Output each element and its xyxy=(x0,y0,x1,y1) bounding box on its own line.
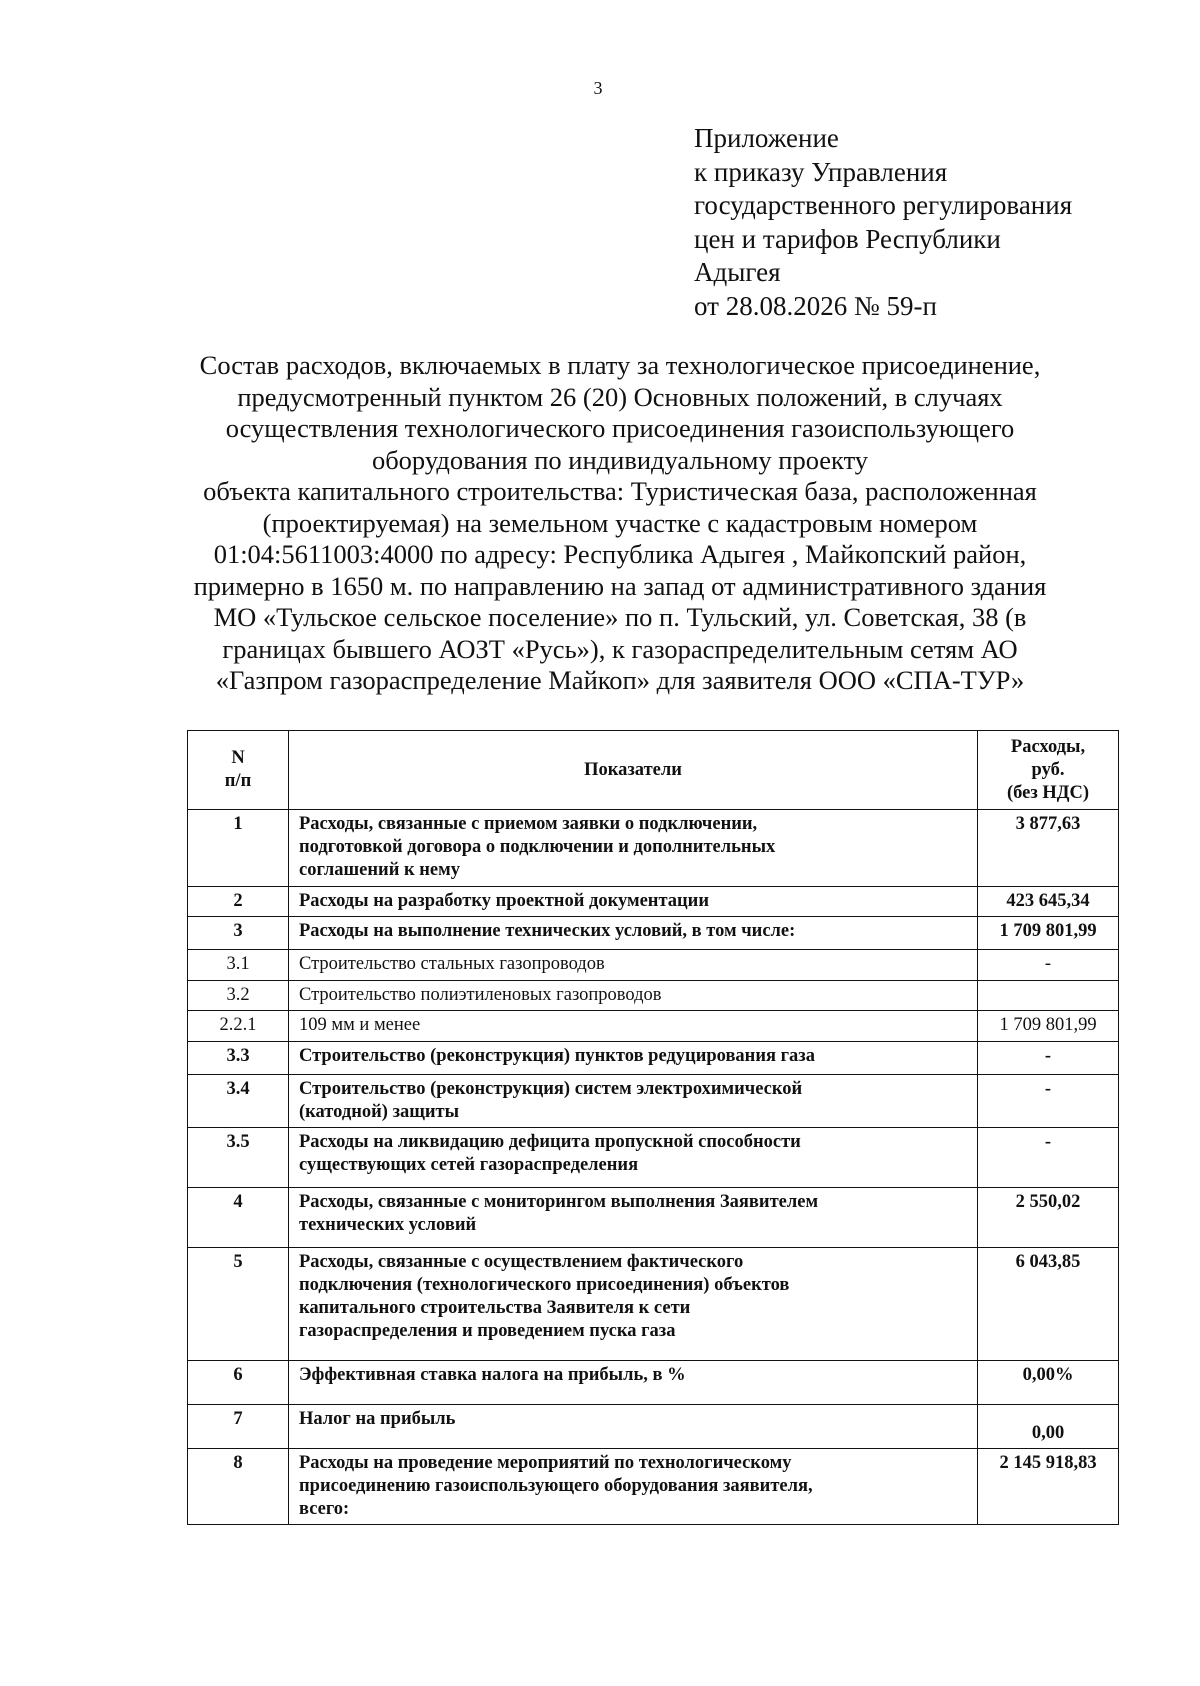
table-row xyxy=(188,810,1119,887)
row-number: 2 xyxy=(188,887,289,917)
title-line: примерно в 1650 м. по направлению на запад от административного здания xyxy=(193,570,1047,601)
row-cost: 2 550,02 xyxy=(978,1188,1119,1248)
title-line: предусмотренный пунктом 26 (20) Основных положений, в случаях xyxy=(237,381,1003,412)
appendix-block xyxy=(694,122,1164,323)
indicator-line: подготовкой договора о подключении и дополнительных xyxy=(299,837,776,857)
row-cost: 3 877,63 xyxy=(978,810,1119,887)
row-indicator xyxy=(289,1042,978,1075)
title-line: объекта капитального строительства: Туристическая база, расположенная xyxy=(203,476,1037,506)
row-number: 6 xyxy=(188,1361,289,1405)
row-cost: - xyxy=(978,1128,1119,1188)
title-line: осуществления технологического присоединения газоиспользующего xyxy=(225,413,1015,443)
row-indicator xyxy=(289,1248,978,1361)
table-row xyxy=(188,981,1119,1011)
row-indicator xyxy=(289,1405,978,1449)
title-line: границах бывшего АОЗТ «Русь»), к газораспределительным сетям АО xyxy=(222,633,1018,664)
row-indicator xyxy=(289,1128,978,1188)
row-indicator xyxy=(289,950,978,981)
table-row xyxy=(188,1042,1119,1075)
indicator-line: подключения (технологического присоединения) объектов xyxy=(299,1275,790,1295)
indicator-line: Строительство полиэтиленовых газопроводов xyxy=(299,985,662,1005)
table-row xyxy=(188,1248,1119,1361)
row-cost: 6 043,85 xyxy=(978,1248,1119,1361)
row-number: 3 xyxy=(188,917,289,950)
title-line: Состав расходов, включаемых в плату за технологическое присоединение, xyxy=(199,350,1041,380)
row-cost: - xyxy=(978,950,1119,981)
row-indicator xyxy=(289,981,978,1011)
table-row xyxy=(188,1011,1119,1042)
indicator-line: всего: xyxy=(299,1499,350,1519)
page-number: 3 xyxy=(593,78,603,98)
header-num: N п/п xyxy=(188,731,289,810)
row-cost: - xyxy=(978,1075,1119,1128)
row-cost: 1 709 801,99 xyxy=(978,917,1119,950)
table-row xyxy=(188,1361,1119,1405)
row-number: 3.2 xyxy=(188,981,289,1011)
appendix-line: от 28.08.2026 № 59-п xyxy=(694,290,937,321)
row-number: 4 xyxy=(188,1188,289,1248)
row-cost: 423 645,34 xyxy=(978,887,1119,917)
indicator-line: технических условий xyxy=(299,1215,477,1235)
indicator-line: Строительство (реконструкция) пунктов редуцирования газа xyxy=(299,1046,815,1066)
indicator-line: Строительство (реконструкция) систем электрохимической xyxy=(299,1079,803,1099)
table-row xyxy=(188,1188,1119,1248)
indicator-line: Расходы на ликвидацию дефицита пропускной способности xyxy=(299,1132,801,1152)
row-cost: 1 709 801,99 xyxy=(978,1011,1119,1042)
title-line: МО «Тульское сельское поселение» по п. Тульский, ул. Советская, 38 (в xyxy=(213,602,1027,632)
row-indicator xyxy=(289,1075,978,1128)
table-body xyxy=(188,810,1119,1525)
row-indicator xyxy=(289,917,978,950)
indicator-line: соглашений к нему xyxy=(299,860,460,880)
indicator-line: (катодной) защиты xyxy=(299,1102,460,1122)
title-line: 01:04:5611003:4000 по адресу: Республика Адыгея , Майкопский район, xyxy=(213,539,1027,569)
indicator-line: существующих сетей газораспределения xyxy=(299,1155,639,1175)
row-indicator xyxy=(289,1011,978,1042)
table-row xyxy=(188,887,1119,917)
row-indicator xyxy=(289,1188,978,1248)
indicator-line: Расходы на выполнение технических условий, в том числе: xyxy=(299,921,796,941)
indicator-line: 109 мм и менее xyxy=(299,1015,421,1035)
row-indicator xyxy=(289,1361,978,1405)
row-cost: - xyxy=(978,1042,1119,1075)
table-row xyxy=(188,950,1119,981)
row-number: 3.3 xyxy=(188,1042,289,1075)
table-header-row xyxy=(188,731,1119,810)
table-row xyxy=(188,917,1119,950)
title-line: (проектируемая) на земельном участке с кадастровым номером xyxy=(262,507,978,538)
row-number: 7 xyxy=(188,1405,289,1449)
table-row xyxy=(188,1449,1119,1525)
header-value: Расходы, руб. (без НДС) xyxy=(978,731,1119,810)
title-line: «Газпром газораспределение Майкоп» для заявителя ООО «СПА-ТУР» xyxy=(215,665,1025,695)
indicator-line: Расходы на разработку проектной документации xyxy=(299,891,709,911)
table-row xyxy=(188,1405,1119,1449)
row-indicator xyxy=(289,810,978,887)
row-number: 1 xyxy=(188,810,289,887)
indicator-line: Расходы на проведение мероприятий по технологическому xyxy=(299,1453,792,1473)
row-cost: 0,00 xyxy=(978,1405,1119,1449)
row-cost: 2 145 918,83 xyxy=(978,1449,1119,1525)
appendix-line: Адыгея xyxy=(694,257,781,287)
indicator-line: присоединению газоиспользующего оборудования заявителя, xyxy=(299,1476,813,1496)
row-indicator xyxy=(289,1449,978,1525)
indicator-line: газораспределения и проведением пуска газа xyxy=(299,1321,676,1341)
header-name: Показатели xyxy=(289,731,978,810)
row-number: 3.5 xyxy=(188,1128,289,1188)
indicator-line: Расходы, связанные с приемом заявки о подключении, xyxy=(299,814,758,834)
indicator-line: Эффективная ставка налога на прибыль, в % xyxy=(299,1365,686,1385)
appendix-line: Приложение xyxy=(694,123,839,153)
indicator-line: капитального строительства Заявителя к сети xyxy=(299,1298,691,1318)
appendix-line: к приказу Управления xyxy=(694,156,948,187)
row-number: 2.2.1 xyxy=(188,1011,289,1042)
indicator-line: Расходы, связанные с мониторингом выполнения Заявителем xyxy=(299,1192,819,1212)
document-title xyxy=(150,350,1090,697)
row-indicator xyxy=(289,887,978,917)
row-number: 3.4 xyxy=(188,1075,289,1128)
appendix-line: государственного регулирования xyxy=(694,190,1073,220)
title-line: оборудования по индивидуальному проекту xyxy=(371,444,869,475)
appendix-line: цен и тарифов Республики xyxy=(694,223,1001,254)
row-number: 5 xyxy=(188,1248,289,1361)
table-row xyxy=(188,1128,1119,1188)
indicator-line: Строительство стальных газопроводов xyxy=(299,954,605,974)
costs-table xyxy=(187,730,1119,1525)
indicator-line: Налог на прибыль xyxy=(299,1409,456,1429)
row-number: 8 xyxy=(188,1449,289,1525)
row-number: 3.1 xyxy=(188,950,289,981)
row-cost: 0,00% xyxy=(978,1361,1119,1405)
row-cost xyxy=(978,981,1119,1011)
indicator-line: Расходы, связанные с осуществлением фактического xyxy=(299,1252,744,1272)
table-row xyxy=(188,1075,1119,1128)
